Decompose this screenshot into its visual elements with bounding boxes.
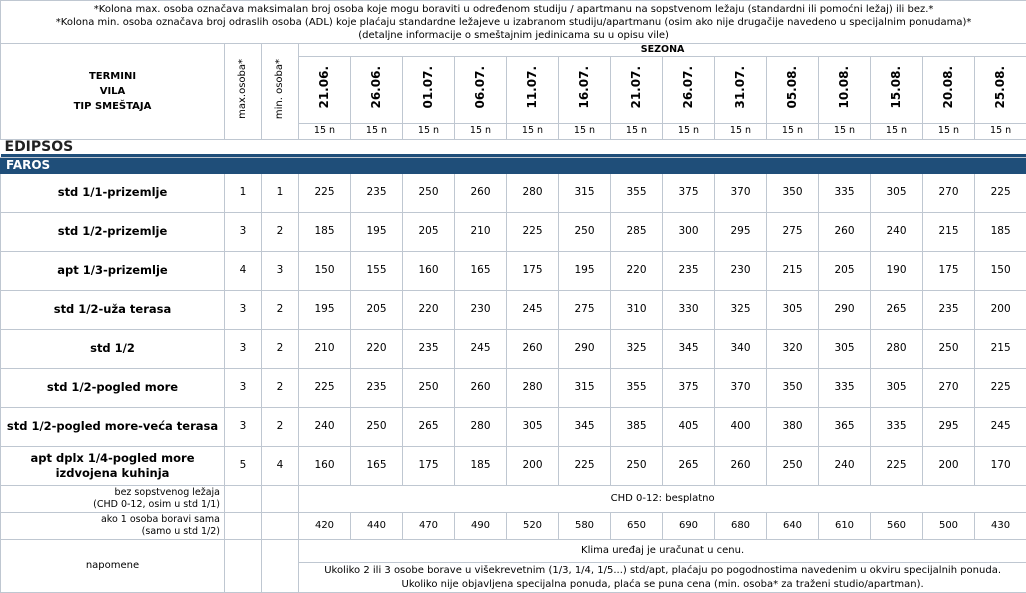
max-persons: 4	[225, 251, 262, 290]
price-cell: 160	[403, 251, 455, 290]
price-cell: 235	[923, 290, 975, 329]
price-cell: 330	[663, 290, 715, 329]
nights-count: 15 n	[507, 123, 559, 139]
single-price: 640	[767, 512, 819, 539]
single-price: 490	[455, 512, 507, 539]
price-cell: 380	[767, 407, 819, 446]
single-price: 420	[299, 512, 351, 539]
unit-name: std 1/2-pogled more	[1, 368, 225, 407]
price-cell: 250	[611, 446, 663, 485]
price-cell: 225	[871, 446, 923, 485]
price-cell: 250	[351, 407, 403, 446]
price-cell: 280	[871, 329, 923, 368]
price-cell: 225	[975, 368, 1026, 407]
season-date: 20.08.	[923, 56, 975, 123]
single-price: 500	[923, 512, 975, 539]
nights-count: 15 n	[611, 123, 663, 139]
price-cell: 185	[455, 446, 507, 485]
price-cell: 225	[559, 446, 611, 485]
price-cell: 225	[299, 173, 351, 212]
nights-count: 15 n	[819, 123, 871, 139]
price-cell: 205	[351, 290, 403, 329]
price-cell: 265	[403, 407, 455, 446]
price-cell: 305	[819, 329, 871, 368]
unit-name: std 1/2	[1, 329, 225, 368]
villa-name: FAROS	[1, 157, 1026, 173]
price-cell: 345	[559, 407, 611, 446]
note-special-line2: Ukoliko nije objavljena specijalna ponuda, plaća se puna cena (min. osoba* za traženi studio/apartman).	[299, 578, 1026, 592]
nights-count: 15 n	[559, 123, 611, 139]
price-cell: 195	[299, 290, 351, 329]
napomene-label: napomene	[1, 539, 225, 592]
unit-name	[1, 446, 225, 485]
price-cell: 345	[663, 329, 715, 368]
price-cell: 230	[455, 290, 507, 329]
nights-count: 15 n	[871, 123, 923, 139]
price-cell: 310	[611, 290, 663, 329]
chd-label-line2: (CHD 0-12, osim u std 1/1)	[1, 499, 220, 511]
single-price: 580	[559, 512, 611, 539]
price-cell: 270	[923, 173, 975, 212]
table-row	[1, 290, 1026, 329]
nights-count: 15 n	[351, 123, 403, 139]
chd-label	[1, 485, 225, 512]
chd-label-line1: bez sopstvenog ležaja	[1, 487, 220, 499]
price-cell: 215	[975, 329, 1026, 368]
header-termini: TERMINI	[1, 69, 224, 84]
price-cell: 200	[975, 290, 1026, 329]
price-cell: 220	[403, 290, 455, 329]
price-cell: 260	[455, 368, 507, 407]
price-cell: 260	[715, 446, 767, 485]
price-cell: 385	[611, 407, 663, 446]
price-cell: 205	[403, 212, 455, 251]
table-row	[1, 173, 1026, 212]
price-cell: 240	[299, 407, 351, 446]
price-cell: 355	[611, 173, 663, 212]
min-persons: 3	[262, 251, 299, 290]
unit-name: std 1/1-prizemlje	[1, 173, 225, 212]
min-persons: 2	[262, 212, 299, 251]
price-cell: 245	[975, 407, 1026, 446]
single-price: 680	[715, 512, 767, 539]
price-cell: 295	[715, 212, 767, 251]
max-persons: 1	[225, 173, 262, 212]
single-label	[1, 512, 225, 539]
min-persons: 2	[262, 290, 299, 329]
price-cell: 185	[975, 212, 1026, 251]
max-persons: 3	[225, 368, 262, 407]
price-cell: 170	[975, 446, 1026, 485]
nights-count: 15 n	[403, 123, 455, 139]
price-cell: 245	[455, 329, 507, 368]
price-cell: 225	[975, 173, 1026, 212]
min-persons-header: min. osoba*	[262, 44, 299, 140]
price-cell: 250	[559, 212, 611, 251]
location-name: EDIPSOS	[1, 140, 1026, 157]
price-cell: 260	[455, 173, 507, 212]
season-date: 15.08.	[871, 56, 923, 123]
price-cell: 225	[299, 368, 351, 407]
single-price: 470	[403, 512, 455, 539]
price-cell: 215	[767, 251, 819, 290]
price-cell: 195	[351, 212, 403, 251]
price-cell: 280	[455, 407, 507, 446]
single-price: 650	[611, 512, 663, 539]
season-date: 05.08.	[767, 56, 819, 123]
price-cell: 235	[663, 251, 715, 290]
price-cell: 200	[923, 446, 975, 485]
header-vila: VILA	[1, 84, 224, 99]
price-cell: 230	[715, 251, 767, 290]
price-cell: 240	[871, 212, 923, 251]
price-cell: 320	[767, 329, 819, 368]
unit-name-line2: izdvojena kuhinja	[1, 466, 224, 481]
price-cell: 280	[507, 173, 559, 212]
price-cell: 265	[663, 446, 715, 485]
price-cell: 210	[455, 212, 507, 251]
price-cell: 340	[715, 329, 767, 368]
price-cell: 250	[403, 173, 455, 212]
nights-count: 15 n	[715, 123, 767, 139]
price-cell: 315	[559, 368, 611, 407]
nights-count: 15 n	[975, 123, 1026, 139]
price-cell: 400	[715, 407, 767, 446]
price-cell: 235	[351, 368, 403, 407]
price-cell: 160	[299, 446, 351, 485]
unit-name: std 1/2-uža terasa	[1, 290, 225, 329]
table-row	[1, 329, 1026, 368]
single-price: 690	[663, 512, 715, 539]
season-date: 25.08.	[975, 56, 1026, 123]
price-cell: 205	[819, 251, 871, 290]
price-cell: 335	[819, 173, 871, 212]
price-cell: 270	[923, 368, 975, 407]
price-cell: 280	[507, 368, 559, 407]
price-cell: 290	[819, 290, 871, 329]
min-persons: 2	[262, 368, 299, 407]
nights-count: 15 n	[455, 123, 507, 139]
season-date: 21.07.	[611, 56, 663, 123]
price-cell: 165	[455, 251, 507, 290]
season-date: 06.07.	[455, 56, 507, 123]
price-cell: 155	[351, 251, 403, 290]
nights-count: 15 n	[923, 123, 975, 139]
note-special	[299, 563, 1026, 593]
unit-name: std 1/2-pogled more-veća terasa	[1, 407, 225, 446]
price-cell: 165	[351, 446, 403, 485]
max-persons: 3	[225, 407, 262, 446]
price-cell: 285	[611, 212, 663, 251]
min-persons: 2	[262, 407, 299, 446]
location-band	[1, 139, 1026, 157]
max-persons: 3	[225, 212, 262, 251]
single-price: 560	[871, 512, 923, 539]
price-cell: 365	[819, 407, 871, 446]
price-cell: 350	[767, 368, 819, 407]
season-date: 26.07.	[663, 56, 715, 123]
price-cell: 215	[923, 212, 975, 251]
nights-count: 15 n	[767, 123, 819, 139]
table-row	[1, 212, 1026, 251]
season-date: 31.07.	[715, 56, 767, 123]
nights-count: 15 n	[299, 123, 351, 139]
price-cell: 235	[351, 173, 403, 212]
note-max: *Kolona max. osoba označava maksimalan broj osoba koje mogu boraviti u određenom studiju / apartmanu na sopstvenom ležaju (standardni ili pomoćni ležaj) ili bez.*	[3, 3, 1024, 16]
note-special-line1: Ukoliko 2 ili 3 osobe borave u višekrevetnim (1/3, 1/4, 1/5...) std/apt, plaćaju po pogodnostima navedenim u okviru specijalnih ponuda.	[299, 564, 1026, 578]
price-cell: 150	[299, 251, 351, 290]
season-header: SEZONA	[299, 44, 1026, 57]
season-date: 11.07.	[507, 56, 559, 123]
price-cell: 315	[559, 173, 611, 212]
price-cell: 305	[507, 407, 559, 446]
price-cell: 305	[871, 368, 923, 407]
season-date: 16.07.	[559, 56, 611, 123]
price-cell: 245	[507, 290, 559, 329]
price-cell: 265	[871, 290, 923, 329]
max-persons: 5	[225, 446, 262, 485]
price-cell: 375	[663, 368, 715, 407]
season-date: 01.07.	[403, 56, 455, 123]
table-row	[1, 251, 1026, 290]
price-cell: 150	[975, 251, 1026, 290]
note-klima: Klima uređaj je uračunat u cenu.	[299, 539, 1026, 562]
price-cell: 195	[559, 251, 611, 290]
price-cell: 355	[611, 368, 663, 407]
price-cell: 295	[923, 407, 975, 446]
price-cell: 335	[819, 368, 871, 407]
price-cell: 275	[559, 290, 611, 329]
header-notes	[1, 1, 1026, 44]
price-cell: 235	[403, 329, 455, 368]
price-cell: 275	[767, 212, 819, 251]
price-cell: 200	[507, 446, 559, 485]
single-label-line1: ako 1 osoba boravi sama	[1, 514, 220, 526]
single-price: 430	[975, 512, 1026, 539]
price-cell: 370	[715, 173, 767, 212]
min-persons: 2	[262, 329, 299, 368]
table-row	[1, 446, 1026, 485]
note-min: *Kolona min. osoba označava broj odraslih osoba (ADL) koje plaćaju standardne ležajeve u izabranom studiju/apartmanu (osim ako nije drugačije navedeno u specijalnim ponudama)*	[3, 16, 1024, 29]
price-cell: 260	[507, 329, 559, 368]
table-row	[1, 368, 1026, 407]
price-cell: 305	[871, 173, 923, 212]
nights-count: 15 n	[663, 123, 715, 139]
single-price: 520	[507, 512, 559, 539]
terms-header	[1, 44, 225, 140]
chd-value: CHD 0-12: besplatno	[299, 485, 1026, 512]
price-cell: 350	[767, 173, 819, 212]
single-price: 610	[819, 512, 871, 539]
price-cell: 250	[923, 329, 975, 368]
price-cell: 225	[507, 212, 559, 251]
price-cell: 175	[403, 446, 455, 485]
price-cell: 335	[871, 407, 923, 446]
price-cell: 260	[819, 212, 871, 251]
max-persons: 3	[225, 329, 262, 368]
unit-name: std 1/2-prizemlje	[1, 212, 225, 251]
season-date: 26.06.	[351, 56, 403, 123]
season-date: 21.06.	[299, 56, 351, 123]
price-cell: 220	[611, 251, 663, 290]
price-cell: 185	[299, 212, 351, 251]
single-price: 440	[351, 512, 403, 539]
single-label-line2: (samo u std 1/2)	[1, 526, 220, 538]
note-info: (detaljne informacije o smeštajnim jedinicama su u opisu vile)	[3, 29, 1024, 42]
season-date: 10.08.	[819, 56, 871, 123]
price-cell: 375	[663, 173, 715, 212]
price-cell: 190	[871, 251, 923, 290]
price-cell: 325	[611, 329, 663, 368]
table-row	[1, 407, 1026, 446]
price-cell: 175	[923, 251, 975, 290]
price-cell: 250	[767, 446, 819, 485]
unit-name-line1: apt dplx 1/4-pogled more	[1, 451, 224, 466]
min-persons: 4	[262, 446, 299, 485]
price-cell: 305	[767, 290, 819, 329]
price-cell: 250	[403, 368, 455, 407]
unit-name: apt 1/3-prizemlje	[1, 251, 225, 290]
price-cell: 300	[663, 212, 715, 251]
price-cell: 370	[715, 368, 767, 407]
price-cell: 240	[819, 446, 871, 485]
price-cell: 325	[715, 290, 767, 329]
price-cell: 175	[507, 251, 559, 290]
price-cell: 220	[351, 329, 403, 368]
price-cell: 210	[299, 329, 351, 368]
price-cell: 290	[559, 329, 611, 368]
max-persons: 3	[225, 290, 262, 329]
max-persons-header: max.osoba*	[225, 44, 262, 140]
price-cell: 405	[663, 407, 715, 446]
min-persons: 1	[262, 173, 299, 212]
header-tip-smestaja: TIP SMEŠTAJA	[1, 99, 224, 114]
